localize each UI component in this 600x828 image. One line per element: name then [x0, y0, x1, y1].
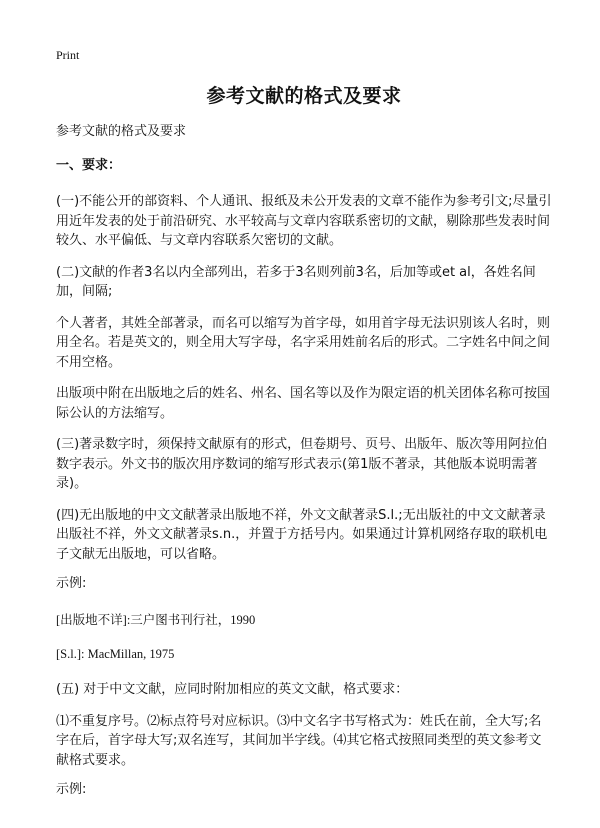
paragraph-4: 出版项中附在出版地之后的姓名、州名、国名等以及作为限定语的机关团体名称可按国际公认的方法缩写。	[56, 386, 551, 421]
citation-1: [出版地不详]:三户图书刊行社，1990	[56, 613, 256, 627]
section-heading-requirements: 一、要求：	[56, 158, 122, 173]
paragraph-6: (四)无出版地的中文文献著录出版地不祥，外文文献著录S.l.;无出版社的中文文献著录出版社不祥，外文文献著录s.n.，并置于方括号内。如果通过计算机网络存取的联机电子文献无出版地，可以省略。	[56, 507, 548, 562]
example-label-1: 示例:	[56, 576, 87, 591]
citation-2: [S.l.]: MacMillan, 1975	[56, 647, 175, 661]
paragraph-2: (二)文献的作者3名以内全部列出，若多于3名则列前3名，后加等或et al，各姓名间加，间隔;	[56, 264, 536, 299]
print-label: Print	[56, 48, 80, 62]
example-label-2: 示例:	[56, 782, 87, 797]
paragraph-3: 个人著者，其姓全部著录，而名可以缩写为首字母，如用首字母无法识别该人名时，则用全名。若是英文的，则全用大写字母，名字采用姓前名后的形式。二字姓名中间之间不用空格。	[56, 315, 551, 370]
paragraph-chinese-english: (五) 对于中文文献，应同时附加相应的英文文献，格式要求：	[56, 682, 409, 697]
paragraph-5: (三)著录数字时，须保持文献原有的形式，但卷期号、页号、出版年、版次等用阿拉伯数字表示。外文书的版次用序数词的缩写形式表示(第1版不著录，其他版本说明需著录)。	[56, 437, 548, 491]
paragraph-format-rules: ⑴不重复序号。⑵标点符号对应标识。⑶中文名字书写格式为：姓氏在前，全大写;名字在后，首字母大写;双名连写，其间加半字线。⑷其它格式按照同类型的英文参考文献格式要求。	[56, 713, 542, 768]
document-subtitle: 参考文献的格式及要求	[56, 124, 187, 139]
paragraph-1: (一)不能公开的部资料、个人通讯、报纸及未公开发表的文章不能作为参考引文;尽量引用近年发表的处于前沿研究、水平较高与文章内容联系密切的文献，剔除那些发表时间较久、水平偏低、与文章内容联系欠密切的文献。	[56, 194, 552, 248]
document-title: 参考文献的格式及要求	[206, 85, 402, 107]
